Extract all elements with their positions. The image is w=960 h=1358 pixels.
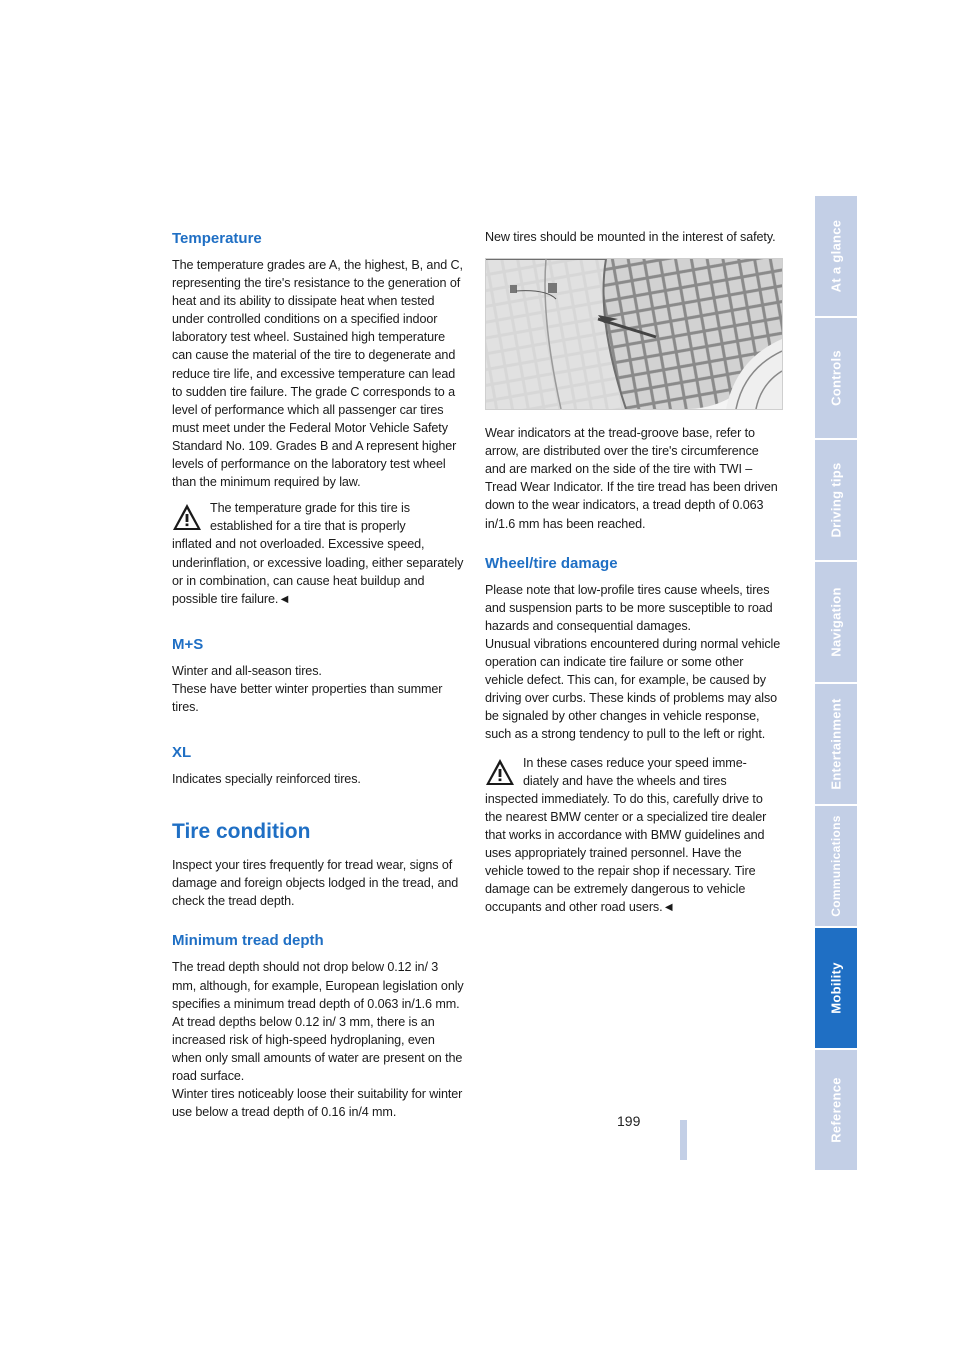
tab-entertainment[interactable] — [815, 684, 857, 806]
wear-indicator-text: Wear indicators at the tread-groove base, refer to arrow, are distributed over the tire's circumference and are marked on the side of the tire with TWI – Tread Wear Indicator. If the tire tread has been driven down to the wear indicators, a tread depth of 0.063 in/1.6 mm has been reached. — [485, 426, 778, 531]
damage-heading: Wheel/tire damage — [485, 554, 618, 572]
damage-warning-line1: In these cases reduce your speed imme- — [523, 755, 747, 770]
warning-triangle-icon — [485, 758, 515, 786]
left-column — [172, 228, 464, 1121]
warning-triangle-icon — [172, 503, 202, 531]
right-column — [485, 228, 781, 916]
min-tread-heading: Minimum tread depth — [172, 932, 324, 950]
ms-line1: Winter and all-season tires. — [172, 663, 322, 678]
tab-communications[interactable] — [815, 806, 857, 928]
damage-warning — [485, 754, 781, 917]
tire-wear-indicator-figure — [485, 258, 783, 410]
damage-warning-line2: diately and have the wheels and tires — [523, 773, 727, 788]
xl-heading: XL — [172, 744, 192, 762]
tab-navigation[interactable] — [815, 562, 857, 684]
tire-tread-illustration — [486, 259, 782, 409]
ms-heading: M+S — [172, 635, 204, 653]
temperature-warning-rest: inflated and not overloaded. Excessive speed, underinflation, or excessive loading, either separately or in combination, can cause heat buildup and possible tire failure.◄ — [172, 537, 464, 606]
tire-condition-heading: Tire condition — [172, 820, 311, 844]
tab-label: Communications — [829, 815, 843, 917]
tab-reference[interactable] — [815, 1050, 857, 1172]
tab-label: Reference — [828, 1077, 844, 1143]
tab-label: Mobility — [828, 962, 844, 1014]
damage-text1: Please note that low-profile tires cause wheels, tires and suspension parts to be more susceptible to road hazards and consequential damages. — [485, 582, 773, 633]
temperature-text: The temperature grades are A, the highest, B, and C, representing the tire's resistance to the generation of heat and its ability to dissipate heat when tested under controlled conditions on a specified indoor laboratory test wheel. Sustained high temperature can cause the material of the tire to degenerate and reduce tire life, and excessive temperature can lead to sudden tire failure. The grade C corresponds to a level of performance which all passenger car tires must meet under the Federal Motor Vehicle Safety Standard No. 109. Grades B and A represent higher levels of performance on the laboratory test wheel than the minimum required by law. — [172, 258, 463, 490]
tab-label: Driving tips — [828, 462, 844, 538]
tab-mobility[interactable] — [815, 928, 857, 1050]
tire-condition-text: Inspect your tires frequently for tread wear, signs of damage and foreign objects lodged in the tread, and check the tread depth. — [172, 858, 459, 909]
temperature-warning — [172, 499, 464, 608]
page-marker-bar — [680, 1120, 687, 1160]
tab-label: Controls — [828, 350, 844, 406]
chapter-tabs — [815, 196, 857, 1172]
tab-label: Navigation — [828, 587, 844, 657]
temperature-warning-line1: The temperature grade for this tire is — [210, 501, 410, 516]
temperature-heading: Temperature — [172, 230, 262, 247]
tab-at-a-glance[interactable] — [815, 196, 857, 318]
damage-warning-rest: inspected immediately. To do this, carefully drive to the nearest BMW center or a specialized tire dealer that works in accordance with BMW guidelines and uses appropriately trained personnel. Have the vehicle towed to the repair shop if necessary. Tire damage can be extremely dangerous to vehicle occupants and other road users.◄ — [485, 791, 767, 915]
temperature-warning-line2: established for a tire that is properly — [210, 519, 406, 534]
min-tread-text2: Winter tires noticeably loose their suitability for winter use below a tread depth of 0.16 in/4 mm. — [172, 1087, 463, 1120]
tab-driving-tips[interactable] — [815, 440, 857, 562]
tab-label: At a glance — [828, 219, 844, 293]
min-tread-text1: The tread depth should not drop below 0.12 in/ 3 mm, although, for example, European legislation only specifies a minimum tread depth of 0.063 in/1.6 mm. At tread depths below 0.12 in/ 3 mm, there is an increased risk of high-speed hydroplaning, even when only small amounts of water are present on the road surface. — [172, 960, 464, 1083]
tab-label: Entertainment — [828, 698, 844, 790]
new-tires-text: New tires should be mounted in the interest of safety. — [485, 230, 776, 244]
damage-text2: Unusual vibrations encountered during normal vehicle operation can indicate tire failure or some other vehicle defect. This can, for example, be caused by driving over curbs. These kinds of problems may also be signaled by other changes in vehicle response, such as a strong tendency to pull to the left or right. — [485, 636, 781, 742]
xl-text: Indicates specially reinforced tires. — [172, 772, 361, 787]
ms-line2: These have better winter properties than summer tires. — [172, 681, 443, 714]
page-number: 199 — [617, 1113, 641, 1129]
tab-controls[interactable] — [815, 318, 857, 440]
